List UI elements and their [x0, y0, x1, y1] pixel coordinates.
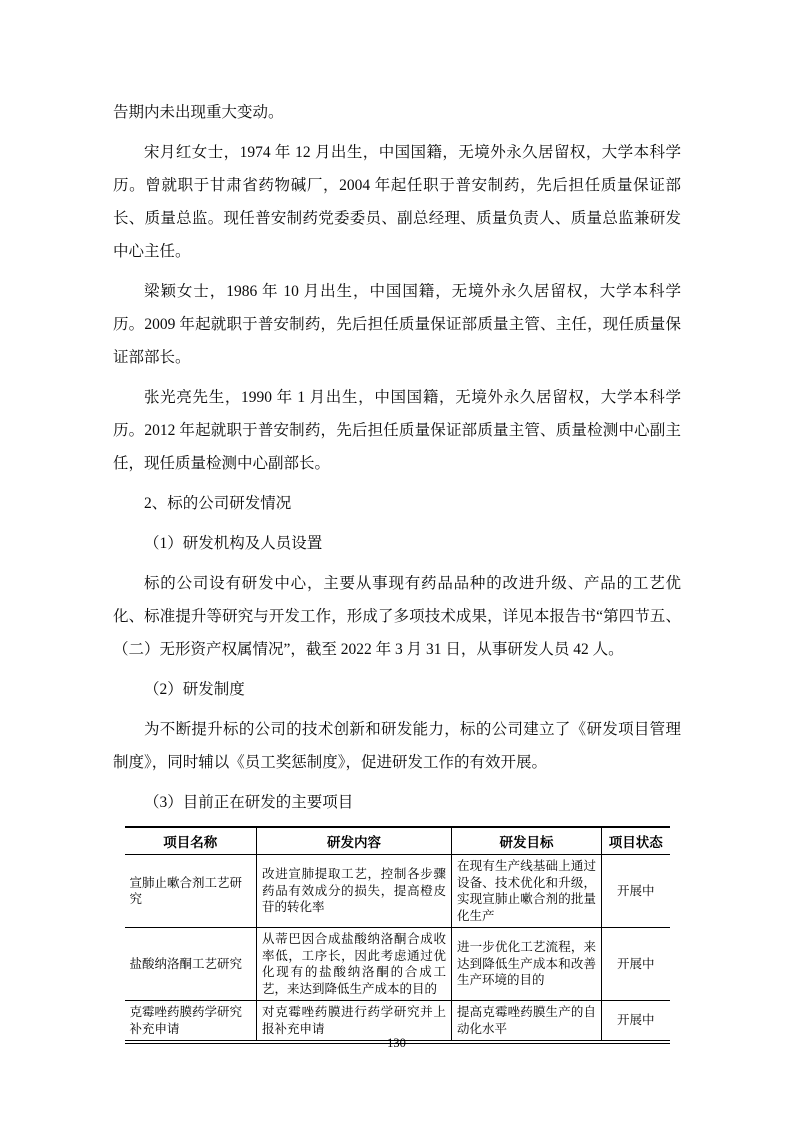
paragraph-liang-ying-bio: 梁颖女士，1986 年 10 月出生，中国国籍，无境外永久居留权，大学本科学历。2009 年起就职于普安制药，先后担任质量保证部质量主管、主任，现任质量保证部部长。 — [113, 283, 681, 366]
project-status: 开展中 — [602, 855, 670, 928]
project-name: 克霉唑药膜药学研究补充申请 — [125, 1001, 257, 1043]
paragraph-rd-system: 为不断提升标的公司的技术创新和研发能力，标的公司建立了《研发项目管理制度》，同时辅以《员工奖惩制度》，促进研发工作的有效开展。 — [113, 721, 681, 771]
heading-section-2-rd-overview: 2、标的公司研发情况 — [144, 495, 292, 512]
heading-2-2-rd-system: （2）研发制度 — [144, 681, 245, 698]
column-header-rd-content: 研发内容 — [257, 827, 452, 855]
table-row — [125, 928, 670, 1001]
table-row — [125, 855, 670, 928]
project-content: 从蒂巴因合成盐酸纳洛酮合成收率低，工序长，因此考虑通过优化现有的盐酸纳洛酮的合成工艺，来达到降低生产成本的目的 — [257, 928, 452, 1001]
column-header-project-status: 项目状态 — [602, 827, 670, 855]
column-header-rd-target: 研发目标 — [452, 827, 602, 855]
project-target: 提高克霉唑药膜生产的自动化水平 — [452, 1001, 602, 1043]
paragraph-zhang-guangliang-bio: 张光亮先生，1990 年 1 月出生，中国国籍，无境外永久居留权，大学本科学历。2012 年起就职于普安制药，先后担任质量保证部质量主管、质量检测中心副主任，现任质量检测中心副部长。 — [113, 389, 681, 472]
project-content: 改进宣肺提取工艺，控制各步骤药品有效成分的损失，提高橙皮苷的转化率 — [257, 855, 452, 928]
paragraph-rd-center: 标的公司设有研发中心，主要从事现有药品品种的改进升级、产品的工艺优化、标准提升等研究与开发工作，形成了多项技术成果，详见本报告书“第四节五、（二）无形资产权属情况”，截至 2022 年 3 月 31 日，从事研发人员 42 人。 — [113, 575, 681, 658]
table-header-row — [125, 827, 670, 855]
project-target: 进一步优化工艺流程，来达到降低生产成本和改善生产环境的目的 — [452, 928, 602, 1001]
column-header-project-name: 项目名称 — [125, 827, 257, 855]
paragraph-continuation: 告期内未出现重大变动。 — [113, 104, 284, 121]
heading-2-3-rd-projects: （3）目前正在研发的主要项目 — [144, 794, 354, 811]
rd-projects-table — [125, 826, 670, 1044]
paragraph-song-yuehong-bio: 宋月红女士，1974 年 12 月出生，中国国籍，无境外永久居留权，大学本科学历。曾就职于甘肃省药物碱厂，2004 年起任职于普安制药，先后担任质量保证部长、质量总监。现任普安制药党委委员、副总经理、质量负责人、质量总监兼研发中心主任。 — [113, 144, 681, 260]
project-target: 在现有生产线基础上通过设备、技术优化和升级，实现宣肺止嗽合剂的批量化生产 — [452, 855, 602, 928]
page-number: 130 — [387, 1036, 406, 1050]
heading-2-1-rd-organization: （1）研发机构及人员设置 — [144, 535, 323, 552]
project-status: 开展中 — [616, 1013, 655, 1028]
page-content — [113, 96, 681, 1044]
project-name: 宣肺止嗽合剂工艺研究 — [125, 855, 257, 928]
project-status: 开展中 — [602, 928, 670, 1001]
project-name: 盐酸纳洛酮工艺研究 — [125, 928, 257, 1001]
project-content: 对克霉唑药膜进行药学研究并上报补充申请 — [257, 1001, 452, 1043]
